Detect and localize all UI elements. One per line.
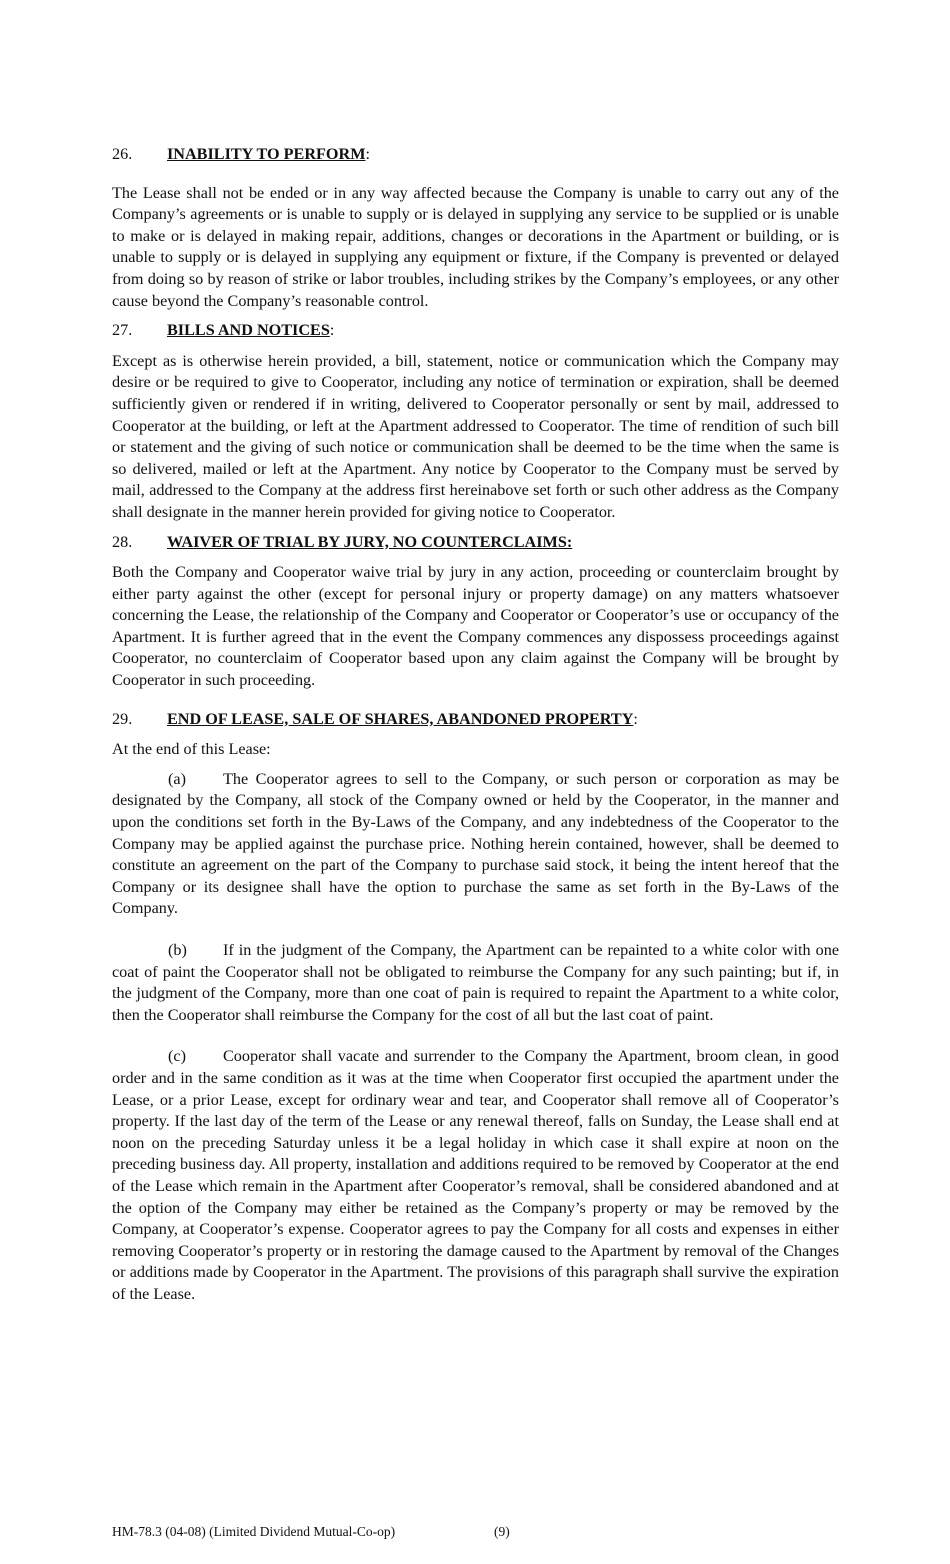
section-title: INABILITY TO PERFORM xyxy=(167,145,366,163)
section-number: 28. xyxy=(112,532,133,551)
section-27-paragraph: Except as is otherwise herein provided, a bill, statement, notice or communication which the Company may desire or be required to give to Cooperator, including any notice of termination or expiration, shall be deemed sufficiently given or rendered if in writing, delivered to Cooperator personally or sent by mail, addressed to Cooperator at the building, or left at the Apartment addressed to Cooperator. The time of rendition of such bill or statement and the giving of such notice or communication shall be deemed to be the time when the same is so delivered, mailed or left at the Apartment. Any notice by Cooperator to the Company must be served by mail, addressed to the Company at the address first hereinabove set forth or such other address as the Company shall designate in the manner herein provided for giving notice to Cooperator. xyxy=(112,351,839,521)
form-id: HM-78.3 (04-08) (Limited Dividend Mutual-Co-op) xyxy=(112,1524,396,1539)
section-26-heading xyxy=(112,144,839,166)
section-27-heading xyxy=(112,320,839,342)
page-footer xyxy=(112,1524,510,1540)
section-29-intro: At the end of this Lease: xyxy=(112,740,271,759)
section-title: WAIVER OF TRIAL BY JURY, NO COUNTERCLAIMS: xyxy=(167,532,573,551)
section-29-heading xyxy=(112,709,839,731)
subparagraph-c xyxy=(112,1046,839,1305)
section-title-suffix: : xyxy=(633,709,638,728)
section-number: 27. xyxy=(112,321,133,340)
subparagraph-label: (a) xyxy=(168,769,186,788)
section-28-heading xyxy=(112,532,839,554)
section-number: 26. xyxy=(112,145,133,163)
subparagraph-text: The Cooperator agrees to sell to the Company, or such person or corporation as may be designated by the Company, all stock of the Company owned or held by the Cooperator, in the manner and upon the conditions set forth in the By-Laws of the Company, and any indebtedness of the Cooperator to the Company may be applied against the purchase price. Nothing herein contained, however, shall be deemed to constitute an agreement on the part of the Company to purchase said stock, it being the intent hereof that the Company or its designee shall have the option to purchase the same as set forth in the By-Laws of the Company. xyxy=(112,769,839,918)
section-26-paragraph: The Lease shall not be ended or in any way affected because the Company is unable to carry out any of the Company’s agreements or is unable to supply or is delayed in supplying any service to be supplied or is unable to make or is delayed in making repair, additions, changes or decorations in the Apartment or building, or is unable to supply or is delayed in supplying any equipment or fixture, if the Company is prevented or delayed from doing so by reason of strike or labor troubles, including strikes by the Company’s employees, or any other cause beyond the Company’s reasonable control. xyxy=(112,183,839,310)
document-page xyxy=(112,144,839,1326)
subparagraph-b xyxy=(112,940,839,1026)
section-title: BILLS AND NOTICES xyxy=(167,321,330,340)
section-28-paragraph: Both the Company and Cooperator waive trial by jury in any action, proceeding or counterclaim brought by either party against the other (except for personal injury or property damage) on any matters whatsoever concerning the Lease, the relationship of the Company and Cooperator or Cooperator’s use or occupancy of the Apartment. It is further agreed that in the event the Company commences any dispossess proceedings against Cooperator, no counterclaim of Cooperator based upon any claim against the Company will be brought by Cooperator in such proceeding. xyxy=(112,563,839,690)
subparagraph-text: Cooperator shall vacate and surrender to the Company the Apartment, broom clean, in good order and in the same condition as it was at the time when Cooperator first occupied the apartment under the Lease, or a prior Lease, except for ordinary wear and tear, and Cooperator shall remove all of Cooperator’s property. If the last day of the term of the Lease or any renewal thereof, falls on Sunday, the Lease shall end at noon on the preceding Saturday unless it be a legal holiday in which case it shall expire at noon on the preceding business day. All property, installation and additions required to be removed by Cooperator at the end of the Lease which remain in the Apartment after Cooperator’s removal, shall be considered abandoned and at the option of the Company may either be retained as the Company’s property or may be removed by the Company, at Cooperator’s expense. Cooperator agrees to pay the Company for all costs and expenses in either removing Cooperator’s property or in restoring the damage caused to the Apartment by removal of the Changes or additions made by Cooperator in the Apartment. The provisions of this paragraph shall survive the expiration of the Lease. xyxy=(112,1047,839,1303)
section-title-suffix: : xyxy=(329,321,335,340)
page-number: (9) xyxy=(494,1524,510,1539)
section-title: END OF LEASE, SALE OF SHARES, ABANDONED PROPERTY xyxy=(167,709,634,728)
subparagraph-a xyxy=(112,769,839,920)
section-title-suffix: : xyxy=(365,145,370,163)
subparagraph-label: (b) xyxy=(168,941,187,959)
subparagraph-text: If in the judgment of the Company, the Apartment can be repainted to a white color with one coat of paint the Cooperator shall not be obligated to reimburse the Company for any such painting; but if, in the judgment of the Company, more than one coat of pain is required to repaint the Apartment to a white color, then the Cooperator shall reimburse the Company for the cost of all but the last coat of paint. xyxy=(112,941,839,1024)
subparagraph-label: (c) xyxy=(168,1047,186,1066)
section-number: 29. xyxy=(112,709,133,728)
